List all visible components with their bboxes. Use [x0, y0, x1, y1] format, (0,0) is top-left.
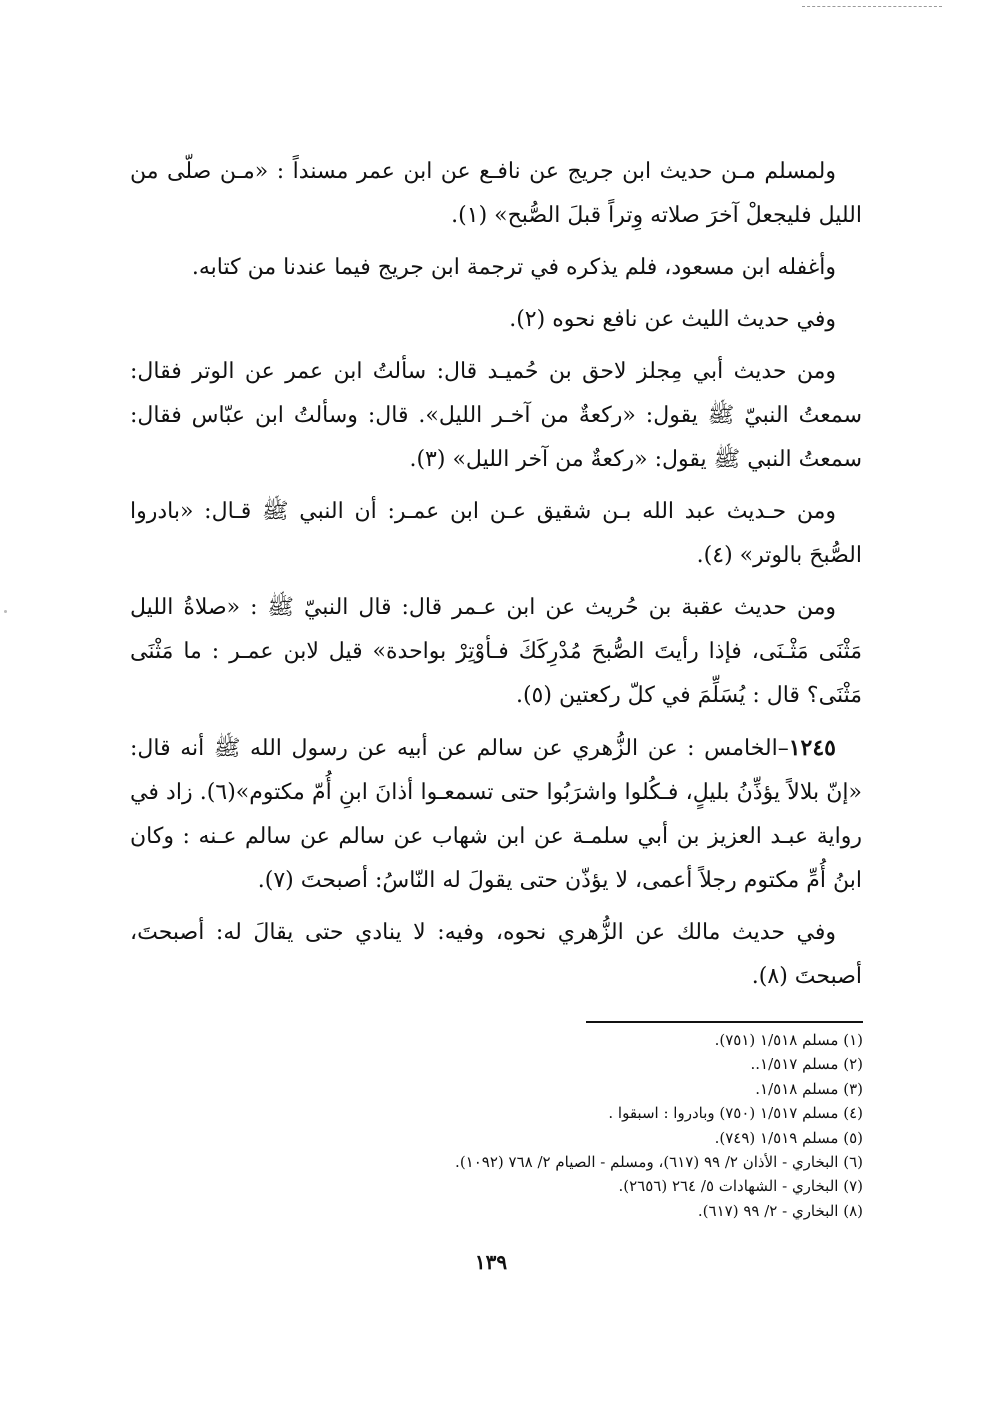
paragraph-3: وفي حديث الليث عن نافع نحوه (٢). [509, 307, 836, 332]
paragraph-4: ومن حديث أبي مِجلز لاحق بن حُميـد قال: سألتُ ابن عمر عن الوتر فقال: سمعتُ النبيّ ﷺ يقول: «ركعةٌ من آخـر الليل». قال: وسألتُ ابن عبّاس فقال: سمعتُ النبي ﷺ يقول: «ركعةٌ من آخر الليل» (٣). [130, 359, 862, 472]
footnote-item: (٥) مسلم ١/٥١٩ (٧٤٩). [714, 1128, 863, 1147]
footnote-item: (٤) مسلم ١/٥١٧ (٧٥٠) وبادروا : اسبقوا . [608, 1104, 863, 1123]
footnote-divider [586, 1021, 863, 1023]
paragraph-2: وأغفله ابن مسعود، فلم يذكره في ترجمة ابن جريج فيما عندنا من كتابه. [191, 255, 836, 280]
numbered-entry [130, 726, 862, 903]
main-text [130, 150, 862, 999]
footnote-item: (٨) البخاري - ٢/ ٩٩ (٦١٧). [697, 1201, 863, 1220]
entry-text: –الخامس : عن الزُّهري عن سالم عن أبيه عن رسول الله ﷺ أنه قال: «إنّ بلالاً يؤذِّنُ بليلٍ، فـكُلوا واشرَبُوا حتى تسمعـوا أذانَ ابنِ أُمّ مكتوم»(٦). زاد في رواية عبـد العزيز بن أبي سلمـة عن ابن شهاب عن سالم عن سالم عـنه : وكان ابنُ أُمِّ مكتوم رجلاً أعمى، لا يؤذّن حتى يقولَ له النّاسُ: أصبحتَ (٧). [130, 736, 863, 893]
footnote-item: (٢) مسلم ١/٥١٧.. [750, 1055, 863, 1074]
scan-corner-mark [802, 6, 942, 7]
scan-speck [4, 610, 7, 613]
footnote-item: (٧) البخاري - الشهادات ٥/ ٢٦٤ (٢٦٥٦). [618, 1177, 863, 1196]
paragraph-1: ولمسلم مـن حديث ابن جريج عن نافـع عن ابن عمر مسنداً : «مـن صلّى من الليل فليجعلْ آخرَ صلاته وِتراً قبلَ الصُّبح» (١). [130, 159, 862, 228]
footnote-item: (١) مسلم ١/٥١٨ (٧٥١). [714, 1031, 863, 1049]
paragraph-5: ومن حـديث عبد الله بـن شقيق عـن ابن عمـر: أن النبي ﷺ قـال: «بادروا الصُّبحَ بالوتر» (٤). [130, 499, 862, 568]
closing-paragraph: وفي حديث مالك عن الزُّهري نحوه، وفيه: لا ينادي حتى يقالَ له: أصبحتَ، أصبحتَ (٨). [130, 920, 862, 989]
footnote-item: (٦) البخاري - الأذان ٢/ ٩٩ (٦١٧)، ومسلم - الصيام ٢/ ٧٦٨ (١٠٩٢). [455, 1153, 863, 1172]
page-number: ١٣٩ [474, 1250, 508, 1274]
footnotes-list [300, 1028, 863, 1223]
footnote-item: (٣) مسلم ١/٥١٨. [755, 1079, 863, 1098]
paragraph-6: ومن حديث عقبة بن حُريث عن ابن عـمر قال: قال النبيّ ﷺ : «صلاةُ الليل مَثْنَى مَثْـنَى، فإذا رأيتَ الصُّبحَ مُدْرِكَكَ فـأوْتِرْ بواحدة» قيل لابن عمـر : ما مَثْنَى مَثْنَى؟ قال : يُسَلِّمَ في كلّ ركعتين (٥). [130, 595, 862, 708]
entry-number: ١٢٤٥ [788, 735, 836, 761]
